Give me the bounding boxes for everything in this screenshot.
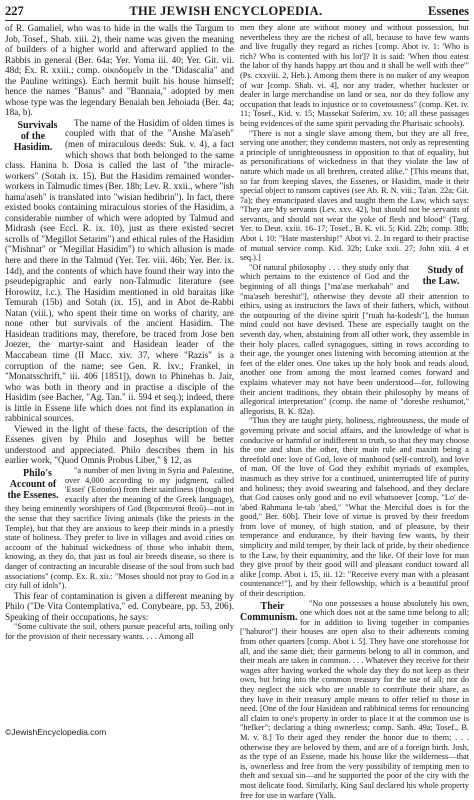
quotation [240,599,469,800]
quotation-text: "Of natural philosophy . . . they study only that which pertains to the existence of God and the beginning of all things ["ma'ase merkabah" and "ma'aseh bereshit"], otherwise they devote all their attention to ethics, using as instructors the laws of their fathers, which, without the outpouring of the divine spirit ["ruah ha-kodesh"], the human mind could not have devised. These are especially taught on the seventh day, when, abstaining from all other work, they assemble in their holy places, called synagogues, sitting in rows according to their age, the younger ones listening with becoming attention at the feet of the elder ones. One takes up the holy book and reads aloud, another one from among the most learned comes forward and explains whatever may not have been understood—for, following their ancient traditions, they obtain their philosophy by means of allegorical interpretation" (comp. the name of "doreshe reshumot," allegorists, B. K. 82a). [240,262,469,416]
margin-heading: Survivals of the Hasidim. [13,119,58,153]
quotation: men they alone are without money and without possession, but nevertheless they are the richest of all, because to have few wants and live frugally they regard as riches [comp. Abot iv. 1: 'Who is rich? Who is contented with his lot']? It is said: 'When thou eatest the labor of thy hands happy art thou and it shall be well with thee'" (Ps. cxxviii. 2, Heb.). Among them there is no maker of any weapon of war [comp. Shab. vi. 4], nor any trader, whether huckster or dealer in large merchandise on land or sea, nor do they follow any occupation that leads to injustice or to covetousness" (comp. Ket. iv. 11; Tosef., Kid. v. 15; Massekat Soferim, xv. 10; all these passages being evidences of the same spirit pervading the Pharisaic schools). [240,23,469,128]
quotation-text: "a number of men living in Syria and Palestine, over 4,000 according to my judgment, called 'Essei' (Ἐσσαῖοι) from their saintliness (though not exactly after the meaning of the Greek language), they being eminently worshipers of God (θεραπευταὶ θεοῦ)—not in the sense that they sacrifice living animals (like the priests in the Temple), but that they are anxious to keep their minds in a priestly state of holiness. They prefer to live in villages and avoid cities on account of the habitual wickedness of those who inhabit them, knowing, as they do, that just as foul air breeds disease, so there is danger of contracting an incurable disease of the soul from such bad associations" (comp. Ex. R. xii.: "Moses should not pray to God in a city full of idols"). [5,465,234,591]
margin-heading: Philo's Account of the Essenes. [7,467,59,501]
left-column [5,23,234,800]
margin-heading: Study of the Law. [422,264,464,287]
section-name: Essenes [428,4,469,18]
header-rule [5,20,469,21]
margin-heading: Their Communism. [240,600,298,623]
quotation: "Thus they are taught piety, holiness, righteousness, the mode of governing private and social affairs, and the knowledge of what is conducive or harmful or indifferent to truth, so that they may choose the one and shun the other, their main rule and maxim being a threefold one: love of God, love of manhood (self-control), and love of man. Of the love of God they exhibit myriads of examples, inasmuch as they strive for a continued, uninterrupted life of purity and holiness; they avoid swearing and falsehood, and they declare that God causes only good and no evil whatsoever [comp. "Lo' de-'abed Rahmana le-tab 'abed," "What the Merciful does is for the good," Ber. 60b]. Their love of virtue is proved by their freedom from love of money, of high station, and of pleasure, by their temperance and endurance, by their having few wants, by their simplicity and mild temper, by their lack of pride, by their obedience to the Law, by their equanimity, and the like. Of their love for man they give proof by their good will and pleasant conduct toward all alike [comp. Abot i. 15, iii. 12: "Receive every man with a pleasant countenance!"], and by their fellowship, which is a beautiful proof of their description. [240,416,469,599]
quotation: "There is not a single slave among them, but they are all free, serving one another; they condemn masters, not only as representing a principle of unrighteousness in opposition to that of equality, but as personifications of wickedness in that they violate the law of nature which made us all brethren, created alike." [This means that, so far from keeping slaves, the Essenes, or Hasidim, made it their special object to ransom captives (see Ab. R. N. viii.; Ta'an. 22a; Git. 7a); they emancipated slaves and taught them the Law, which says: "They are My servants (Lev. xxv. 42), but should not be servants of servants, and should not wear the yoke of flesh and blood" (Targ. Yer. to Deut. xxiii. 16–17; Tosef., B. K. vii. 5; Kid. 22b; comp. 38b; Abot i. 10: "Hate mastership!" Abot vi. 2. In regard to their practise of mutual service comp. Kid. 32b; Luke xxii. 27; John xiii. 4 et seq.).] [240,128,469,263]
watermark-link[interactable]: ©JewishEncyclopedia.com [5,727,107,737]
paragraph-text: The name of the Hasidim of olden times is coupled with that of the "Anshe Ma'aseh" (men of miraculous deeds: Suk. v. 4), a fact which shows that both belonged to the same class. Hanina b. Dosa is called the last of "the miracle-workers" (Sotah ix. 15). But the Hasidim remained wonder-workers in Talmudic times (Ber. 18b; Lev. R. xxii., where "ish hama'aseh" is translated into "wisian hedibrin"). In fact, there existed books containing miraculous stories of the Hasidim, a considerable number of which were adopted by Talmud and Midrash (see Eccl. R. ix. 10), just as there existed secret scrolls of "Megillot Setarim") and ethical rules of the Hasidim ("Mishnat" or "Megillat Hasidim") to which allusion is made here and there in the Talmud (Yer. Ter. viii. 46b; Yer. Ber. ix. 14d), and the contents of which have found their way into the pseudepigraphic and early non-Talmudic literature (see Horowitz, l.c.). The Hasidim mentioned in old baraitas like Temurah (15b) and Sotah (ix. 15), and in Abot de-Rabbi Natan (viii.), who spent their time on works of charity, are none other but survivals of the ancient Hasidim. The Hasidean traditions may, therefore, be traced from Jose ben Joezer, the martyr-saint and Hasidean leader of the Maccabean time (II Macc. xiv. 37, where "Razis" is a corruption of the name; see Gen. R. lxv.; Frankel, in "Monatsschrift," iii. 406 [1851]), down to Phinehas b. Jair, who was both in theory and in practise a disciple of the Hasidim (see Bacher, "Ag. Tan." ii. 594 et seq.); indeed, there is little in Essene life which does not find its explanation in rabbinical sources. [5,117,234,424]
quotation-text: "No one possesses a house absolutely his own, one which does not at the same time belong to all; for in addition to living together in companies ["haburot"] their houses are open also to their adherents coming from other quarters [comp. Abot i. 5]. They have one storehouse for all, and the same diet; their garments belong to all in common, and their meals are taken in common. . . . Whatever they receive for their wages after having worked the whole day they do not keep as their own, but bring into the common treasury for the use of all; nor do they neglect the sick who are unable to contribute their share, as they have in their treasury ample means to offer relief to those in need. [One of the four Hasidean and rabbinical terms for renouncing all claim to one's property in order to place it at the common use is "hefker"; declaring a thing ownerless; comp. Sanh. 49a; Tosef., B. M. v. 8.] To their aged they render the honor due to them; . . . otherwise they are beloved by them, and are of a foreign birth. Josh, as the type of an Essene, made his house like the wilderness—that is, ownerless and free from the very possibility of tempting men to theft and sexual sin—and he supported the poor of the city with the most delicate food. Similarly, King Saul declared his whole property free for use in warfare (Yalk. [240,598,469,800]
paragraph: This fear of contamination is given a different meaning by Philo ("De Vita Contemplativa," ed. Conybeare, pp. 53, 206). Speaking of their occupations, he says: [5,590,234,622]
quotation [240,263,469,417]
page-header [5,4,469,20]
page-number: 227 [5,4,24,18]
paragraph: of R. Gamaliel, who was to hide in the walls the Targum to Job, Tosef., Shab. xiii. 2), their name was given the meaning of builders of a higher world and afterward applied to the Rabbis in general (Ber. 64a; Yer. Yoma iii. 40; Yer. Git. vii. 48d; Ex. R. xxiii.; comp. οἰκοδομεῖν in the "Didascalia" and the Pauline writings). Each hermit built his house himself; hence the names "Banus" and "Bannaia," adopted by men whose type was the legendary Benaiah ben Jehoiada (Ber. 4a; 18a, b). [5,23,234,118]
paragraph [5,118,234,424]
quotation [5,466,234,591]
right-column [240,23,469,800]
columns [5,23,469,800]
paragraph: Viewed in the light of these facts, the description of the Essenes given by Philo and Josephus will be better understood and appreciated. Philo describes them in his earlier work, "Quod Omnis Probus Liber," § 12, as [5,423,234,466]
quotation: "Some cultivate the soil, others pursue peaceful arts, toiling only for the provision of their necessary wants. . . . Among all [5,622,234,641]
running-title: THE JEWISH ENCYCLOPEDIA. [129,4,323,18]
